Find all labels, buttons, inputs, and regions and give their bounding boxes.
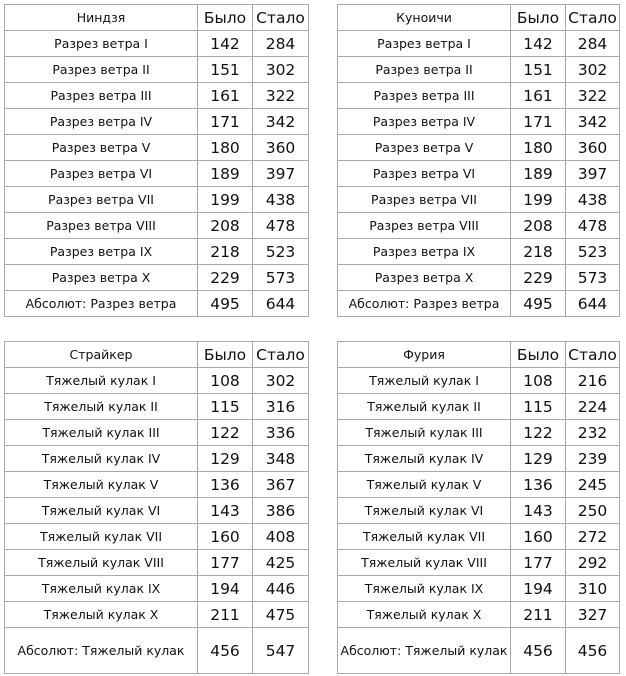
skill-name: Абсолют: Тяжелый кулак — [5, 628, 198, 674]
skill-name: Тяжелый кулак VIII — [338, 550, 511, 576]
skill-name: Разрез ветра X — [5, 265, 198, 291]
skill-name: Абсолют: Разрез ветра — [5, 291, 198, 317]
skill-name: Тяжелый кулак II — [5, 394, 198, 420]
table-row — [338, 187, 620, 213]
before-value: 115 — [511, 394, 566, 420]
before-value: 211 — [198, 602, 253, 628]
before-value: 211 — [511, 602, 566, 628]
after-value: 438 — [253, 187, 309, 213]
skill-name: Тяжелый кулак I — [338, 368, 511, 394]
table-row — [5, 394, 309, 420]
before-value: 199 — [511, 187, 566, 213]
table-row — [338, 368, 620, 394]
after-value: 316 — [253, 394, 309, 420]
skill-name: Тяжелый кулак X — [338, 602, 511, 628]
skill-name: Тяжелый кулак III — [5, 420, 198, 446]
after-value: 573 — [253, 265, 309, 291]
skill-name: Разрез ветра IV — [338, 109, 511, 135]
table-row — [5, 187, 309, 213]
skill-name: Тяжелый кулак V — [5, 472, 198, 498]
after-value: 425 — [253, 550, 309, 576]
skill-name: Разрез ветра I — [5, 31, 198, 57]
table-row — [338, 394, 620, 420]
after-value: 245 — [566, 472, 620, 498]
table-header-row — [5, 342, 309, 368]
before-value: 456 — [511, 628, 566, 674]
table-row — [338, 57, 620, 83]
before-value: 495 — [511, 291, 566, 317]
after-value: 360 — [566, 135, 620, 161]
before-value: 180 — [198, 135, 253, 161]
table-row — [338, 83, 620, 109]
before-value: 129 — [511, 446, 566, 472]
table-row — [338, 265, 620, 291]
before-value: 115 — [198, 394, 253, 420]
after-value: 438 — [566, 187, 620, 213]
table-row — [5, 31, 309, 57]
skill-name: Тяжелый кулак V — [338, 472, 511, 498]
after-header: Стало — [253, 342, 309, 368]
skill-name: Разрез ветра VII — [338, 187, 511, 213]
skill-name: Разрез ветра VIII — [338, 213, 511, 239]
before-value: 229 — [511, 265, 566, 291]
before-value: 151 — [511, 57, 566, 83]
after-value: 547 — [253, 628, 309, 674]
table-row — [338, 472, 620, 498]
after-value: 342 — [566, 109, 620, 135]
after-value: 322 — [253, 83, 309, 109]
skill-name: Тяжелый кулак VI — [338, 498, 511, 524]
before-header: Было — [198, 5, 253, 31]
skill-name: Разрез ветра IX — [338, 239, 511, 265]
table-row — [338, 550, 620, 576]
table-row — [5, 135, 309, 161]
class-name-header: Ниндзя — [5, 5, 198, 31]
table-row — [5, 161, 309, 187]
table-row — [338, 239, 620, 265]
before-header: Было — [511, 342, 566, 368]
after-value: 336 — [253, 420, 309, 446]
kunoichi-table — [337, 4, 620, 317]
skill-name: Разрез ветра II — [338, 57, 511, 83]
skill-name: Абсолют: Разрез ветра — [338, 291, 511, 317]
after-value: 310 — [566, 576, 620, 602]
after-value: 284 — [566, 31, 620, 57]
table-row — [338, 602, 620, 628]
after-value: 302 — [253, 57, 309, 83]
ninja-table — [4, 4, 309, 317]
skill-name: Разрез ветра V — [5, 135, 198, 161]
skill-name: Тяжелый кулак IV — [338, 446, 511, 472]
class-name-header: Фурия — [338, 342, 511, 368]
before-value: 171 — [198, 109, 253, 135]
skill-name: Разрез ветра II — [5, 57, 198, 83]
before-value: 143 — [198, 498, 253, 524]
skill-name: Разрез ветра I — [338, 31, 511, 57]
table-row — [5, 368, 309, 394]
before-value: 161 — [511, 83, 566, 109]
table-row — [338, 498, 620, 524]
table-row — [5, 213, 309, 239]
before-value: 143 — [511, 498, 566, 524]
after-header: Стало — [566, 5, 620, 31]
after-value: 644 — [253, 291, 309, 317]
after-value: 644 — [566, 291, 620, 317]
before-value: 151 — [198, 57, 253, 83]
table-row — [5, 472, 309, 498]
skill-name: Разрез ветра IV — [5, 109, 198, 135]
table-row — [338, 161, 620, 187]
class-name-header: Куноичи — [338, 5, 511, 31]
before-value: 142 — [511, 31, 566, 57]
before-value: 456 — [198, 628, 253, 674]
table-row-absolute — [338, 291, 620, 317]
table-row — [338, 524, 620, 550]
skill-name: Разрез ветра VI — [338, 161, 511, 187]
table-row — [5, 602, 309, 628]
after-value: 523 — [566, 239, 620, 265]
after-value: 478 — [566, 213, 620, 239]
table-header-row — [5, 5, 309, 31]
skill-name: Разрез ветра VI — [5, 161, 198, 187]
after-value: 367 — [253, 472, 309, 498]
before-value: 208 — [511, 213, 566, 239]
before-value: 108 — [511, 368, 566, 394]
table-row — [338, 31, 620, 57]
skill-name: Разрез ветра X — [338, 265, 511, 291]
table-row — [5, 109, 309, 135]
after-value: 475 — [253, 602, 309, 628]
before-value: 108 — [198, 368, 253, 394]
before-value: 199 — [198, 187, 253, 213]
before-value: 177 — [198, 550, 253, 576]
after-value: 397 — [566, 161, 620, 187]
after-value: 322 — [566, 83, 620, 109]
skill-name: Тяжелый кулак III — [338, 420, 511, 446]
after-header: Стало — [253, 5, 309, 31]
before-value: 194 — [511, 576, 566, 602]
before-value: 122 — [511, 420, 566, 446]
table-row-absolute — [338, 628, 620, 674]
striker-table — [4, 341, 309, 674]
skill-name: Разрез ветра VIII — [5, 213, 198, 239]
table-row — [338, 109, 620, 135]
table-row — [5, 576, 309, 602]
after-value: 224 — [566, 394, 620, 420]
skill-name: Разрез ветра IX — [5, 239, 198, 265]
after-value: 360 — [253, 135, 309, 161]
table-row — [5, 265, 309, 291]
before-value: 218 — [198, 239, 253, 265]
table-row — [5, 57, 309, 83]
table-row — [338, 135, 620, 161]
table-row — [5, 239, 309, 265]
before-header: Было — [511, 5, 566, 31]
before-value: 160 — [198, 524, 253, 550]
before-header: Было — [198, 342, 253, 368]
fury-table — [337, 341, 620, 674]
after-value: 327 — [566, 602, 620, 628]
table-row — [338, 213, 620, 239]
skill-name: Тяжелый кулак IX — [5, 576, 198, 602]
table-row — [338, 576, 620, 602]
after-value: 478 — [253, 213, 309, 239]
after-value: 216 — [566, 368, 620, 394]
before-value: 229 — [198, 265, 253, 291]
after-value: 446 — [253, 576, 309, 602]
before-value: 171 — [511, 109, 566, 135]
table-row — [338, 420, 620, 446]
after-value: 573 — [566, 265, 620, 291]
table-row — [5, 420, 309, 446]
skill-name: Тяжелый кулак X — [5, 602, 198, 628]
before-value: 122 — [198, 420, 253, 446]
before-value: 136 — [511, 472, 566, 498]
before-value: 136 — [198, 472, 253, 498]
table-row — [5, 83, 309, 109]
after-value: 386 — [253, 498, 309, 524]
table-row-absolute — [5, 628, 309, 674]
before-value: 129 — [198, 446, 253, 472]
skill-name: Разрез ветра VII — [5, 187, 198, 213]
skill-name: Тяжелый кулак I — [5, 368, 198, 394]
before-value: 177 — [511, 550, 566, 576]
after-value: 302 — [253, 368, 309, 394]
skill-name: Абсолют: Тяжелый кулак — [338, 628, 511, 674]
before-value: 180 — [511, 135, 566, 161]
before-value: 208 — [198, 213, 253, 239]
after-value: 408 — [253, 524, 309, 550]
after-header: Стало — [566, 342, 620, 368]
before-value: 161 — [198, 83, 253, 109]
table-row — [5, 446, 309, 472]
before-value: 189 — [511, 161, 566, 187]
before-value: 160 — [511, 524, 566, 550]
table-row — [338, 446, 620, 472]
skill-name: Тяжелый кулак VII — [338, 524, 511, 550]
table-row-absolute — [5, 291, 309, 317]
skill-name: Тяжелый кулак II — [338, 394, 511, 420]
skill-name: Тяжелый кулак IX — [338, 576, 511, 602]
skill-name: Разрез ветра III — [5, 83, 198, 109]
skill-name: Тяжелый кулак IV — [5, 446, 198, 472]
skill-name: Разрез ветра V — [338, 135, 511, 161]
skill-name: Разрез ветра III — [338, 83, 511, 109]
after-value: 292 — [566, 550, 620, 576]
after-value: 456 — [566, 628, 620, 674]
before-value: 194 — [198, 576, 253, 602]
class-name-header: Страйкер — [5, 342, 198, 368]
before-value: 142 — [198, 31, 253, 57]
skill-name: Тяжелый кулак VII — [5, 524, 198, 550]
before-value: 218 — [511, 239, 566, 265]
after-value: 272 — [566, 524, 620, 550]
before-value: 189 — [198, 161, 253, 187]
after-value: 284 — [253, 31, 309, 57]
table-header-row — [338, 342, 620, 368]
table-row — [5, 498, 309, 524]
after-value: 397 — [253, 161, 309, 187]
after-value: 342 — [253, 109, 309, 135]
table-header-row — [338, 5, 620, 31]
after-value: 523 — [253, 239, 309, 265]
before-value: 495 — [198, 291, 253, 317]
skill-name: Тяжелый кулак VIII — [5, 550, 198, 576]
after-value: 302 — [566, 57, 620, 83]
table-row — [5, 550, 309, 576]
after-value: 348 — [253, 446, 309, 472]
after-value: 239 — [566, 446, 620, 472]
skill-name: Тяжелый кулак VI — [5, 498, 198, 524]
table-row — [5, 524, 309, 550]
after-value: 232 — [566, 420, 620, 446]
after-value: 250 — [566, 498, 620, 524]
